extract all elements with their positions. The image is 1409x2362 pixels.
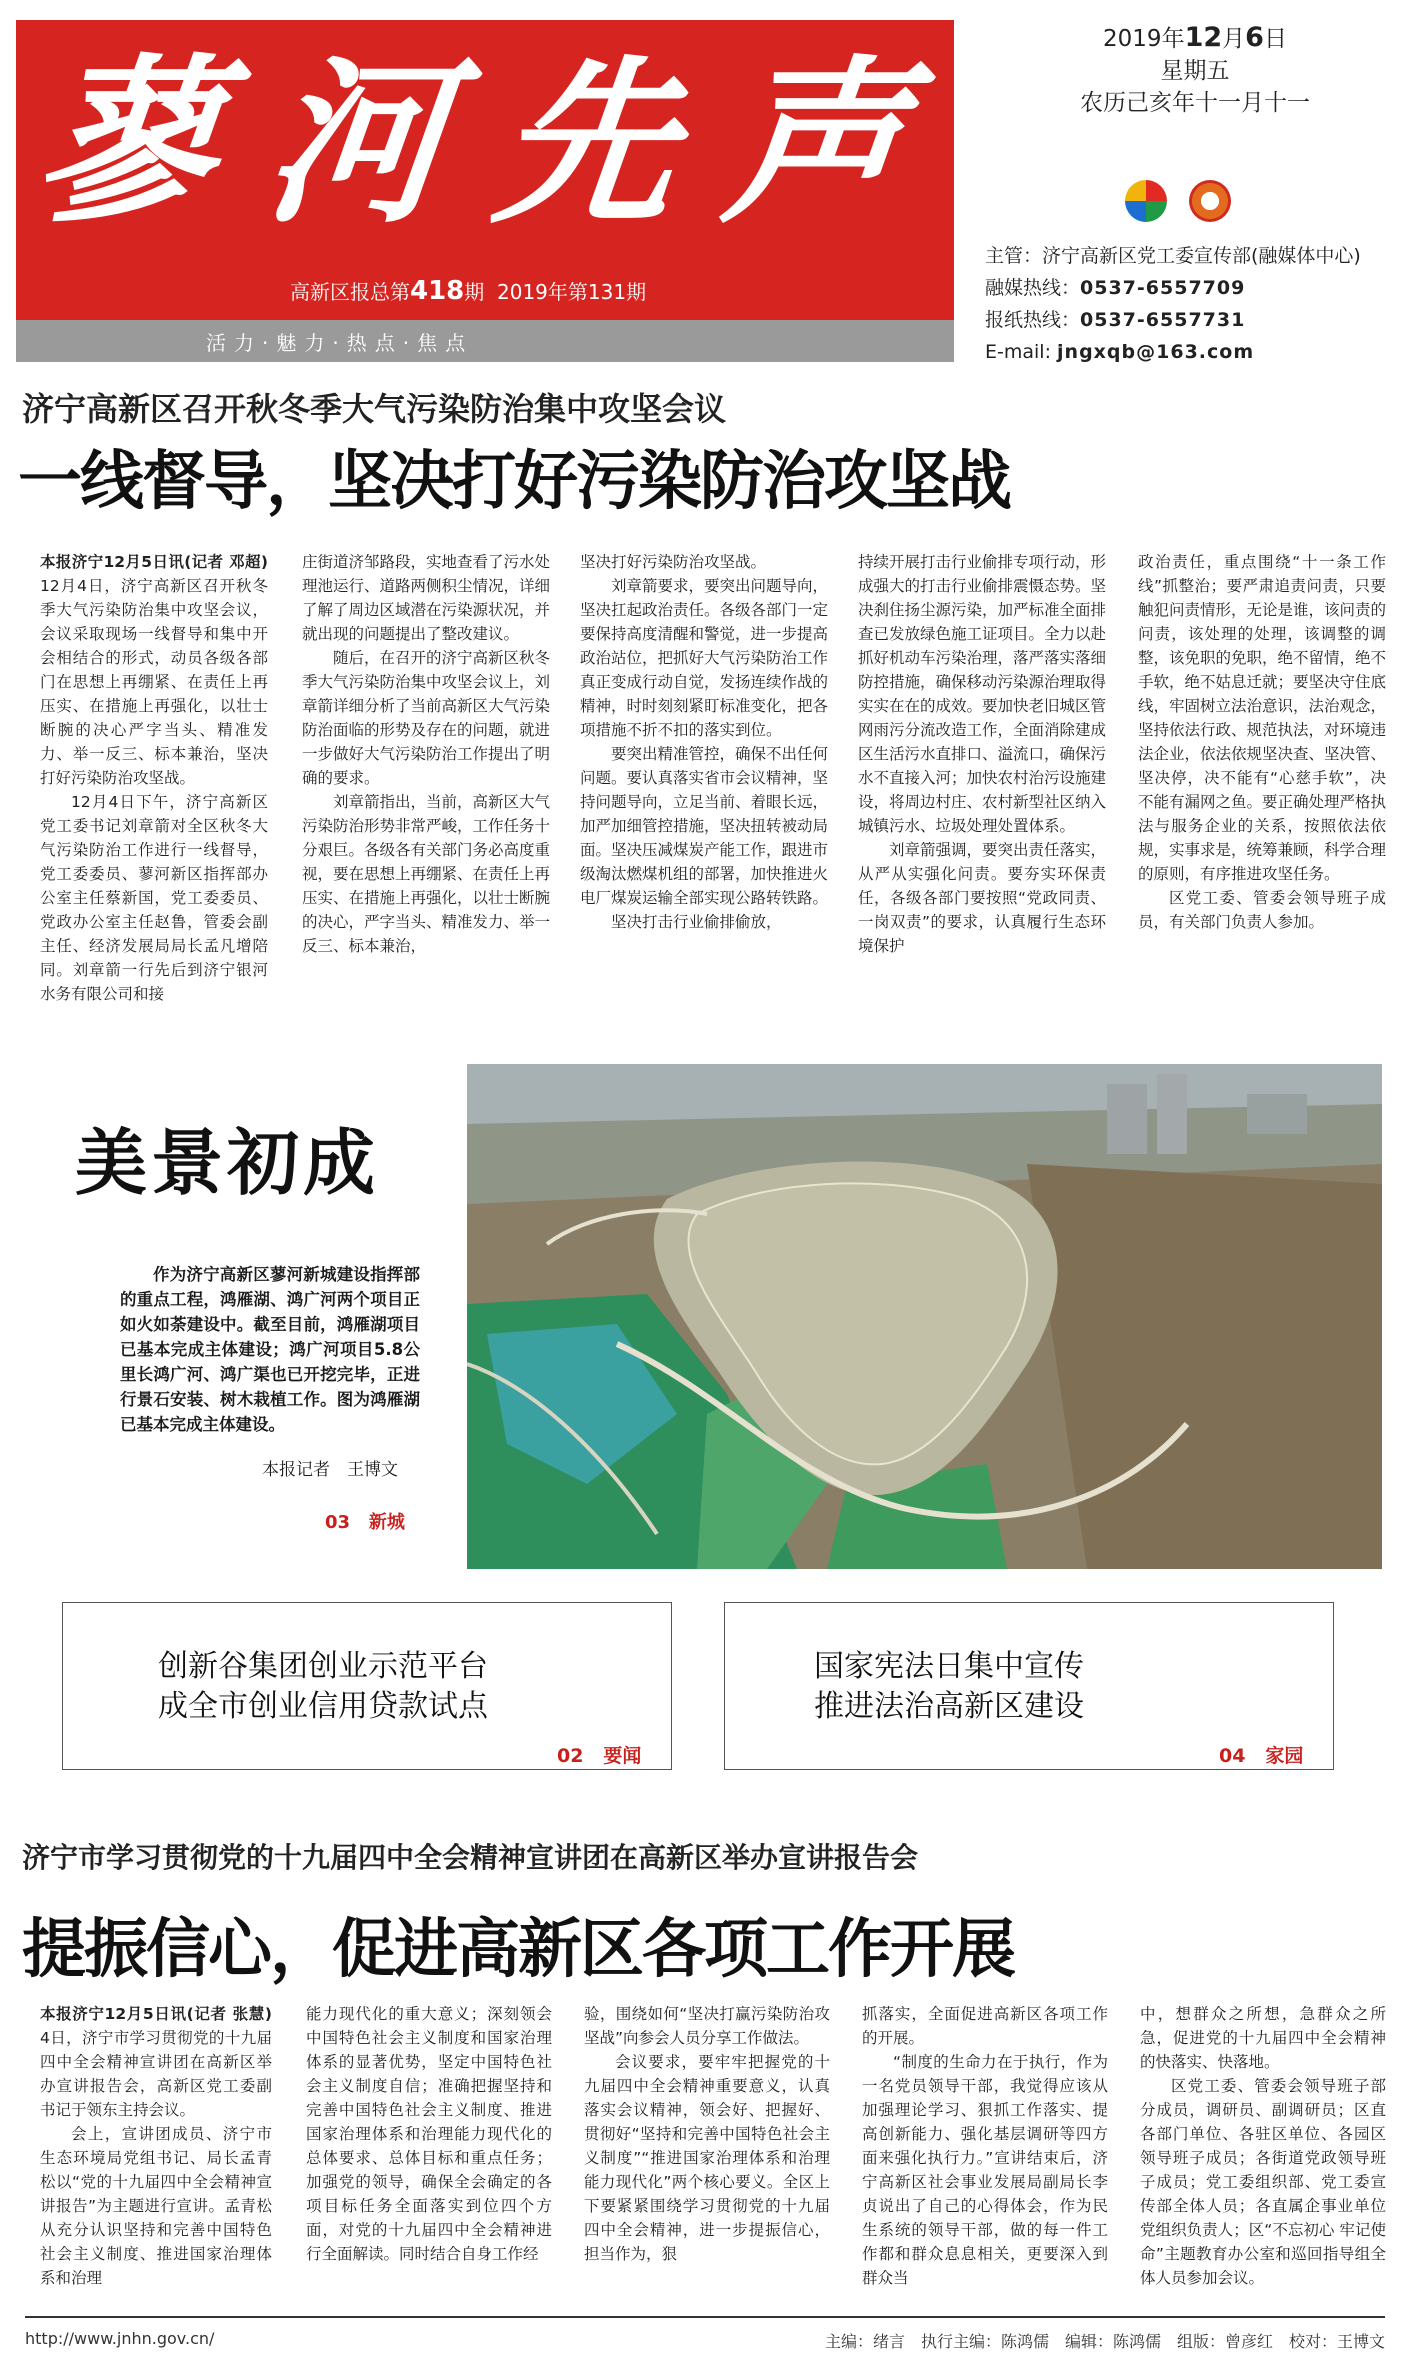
- ref-page-number: 04: [1219, 1745, 1246, 1767]
- date-day: 6: [1245, 22, 1264, 53]
- teaser-line: 成全市创业信用贷款试点: [158, 1689, 488, 1724]
- swirl-logo-icon: [1189, 180, 1231, 222]
- paragraph: 中，想群众之所想，急群众之所急，促进党的十九届四中全会精神的快落实、快落地。: [1140, 2005, 1386, 2071]
- email-label: E-mail:: [985, 341, 1051, 363]
- lake-photo-illustration: [467, 1064, 1382, 1569]
- date-month-unit: 月: [1222, 26, 1246, 52]
- ref-page-number: 02: [557, 1745, 584, 1767]
- ref-section: 新城: [368, 1512, 405, 1533]
- hotline2-label: 报纸热线：: [985, 309, 1081, 331]
- issue-total-number: 418: [410, 276, 465, 306]
- sponsor-label: 主管：: [985, 245, 1043, 267]
- paragraph: 随后，在召开的济宁高新区秋冬季大气污染防治集中攻坚会议上，刘章箭详细分析了当前高新区大气污染防治面临的形势及存在的问题，就进一步做好大气污染防治工作提出了明确的要求。: [302, 649, 550, 787]
- title-char: 先: [486, 38, 691, 247]
- title-char: 河: [256, 38, 461, 247]
- caption-text: 作为济宁高新区蓼河新城建设指挥部的重点工程，鸿雁湖、鸿广河两个项目正如火如荼建设中。截至目前，鸿雁湖项目已基本完成主体建设；鸿广河项目5.8公里长鸿广河、鸿广渠也已开挖完毕，正进行景石安装、树木栽植工作。图为鸿雁湖已基本完成主体建设。: [120, 1265, 420, 1434]
- paragraph: 政治责任，重点围绕“十一条工作线”抓整治；要严肃追责问责，只要触犯问责情形，无论是谁，该问责的问责，该处理的处理，该调整的调整，该免职的免职，绝不留情，绝不手软，绝不姑息迁就；要坚决守住底线，牢固树立法治意识，法治观念，坚持依法行政、规范执法，对环境违法企业，依法依规坚决查、坚决管、坚决停，决不能有“心慈手软”，决不能有漏网之鱼。要正确处理严格执法与服务企业的关系，按照依法依规，实事求是，统筹兼顾，科学合理的原则，有序推进攻坚任务。: [1138, 553, 1386, 883]
- story2-column: [584, 2002, 830, 2307]
- slogan-bar: [16, 320, 954, 362]
- date-month: 12: [1184, 22, 1223, 53]
- newspaper-title-logo: [27, 28, 920, 247]
- date-year: 2019年: [1103, 26, 1185, 52]
- media-logo-icon: [1125, 180, 1167, 222]
- teaser-page-ref: [1219, 1741, 1303, 1768]
- paragraph: 能力现代化的重大意义；深刻领会中国特色社会主义制度和国家治理体系的显著优势，坚定中国特色社会主义制度自信；准确把握坚持和完善中国特色社会主义制度、推进国家治理体系和治理能力现代化的总体要求、总体目标和重点任务；加强党的领导，确保全会确定的各项目标任务全面落实到位四个方面，对党的十九届四中全会精神进行全面解读。同时结合自身工作经: [306, 2005, 552, 2263]
- sponsor: 济宁高新区党工委宣传部(融媒体中心): [1042, 245, 1361, 267]
- paragraph: 区党工委、管委会领导班子成员，有关部门负责人参加。: [1138, 889, 1386, 931]
- footer-url[interactable]: http://www.jnhn.gov.cn/: [25, 2329, 215, 2348]
- paragraph: 验，围绕如何“坚决打赢污染防治攻坚战”向参会人员分享工作做法。: [584, 2005, 830, 2047]
- paragraph: 刘章箭要求，要突出问题导向，坚决扛起政治责任。各级各部门一定要保持高度清醒和警觉，进一步提高政治站位，把抓好大气污染防治工作真正变成行动自觉，发扬连续作战的精神，时时刻刻紧盯标准变化，把各项措施不折不扣的落实到位。: [580, 577, 828, 739]
- paragraph: 坚决打好污染防治攻坚战。: [580, 553, 767, 571]
- aerial-lake-photo: [467, 1064, 1382, 1569]
- issue-number: [290, 276, 646, 306]
- teaser-box[interactable]: [724, 1602, 1334, 1770]
- story2-column: [862, 2002, 1108, 2307]
- story2-kicker: 济宁市学习贯彻党的十九届四中全会精神宣讲团在高新区举办宣讲报告会: [22, 1841, 919, 1874]
- paragraph: 会上，宣讲团成员、济宁市生态环境局党组书记、局长孟青松以“党的十九届四中全会精神宣讲报告”为主题进行宣讲。孟青松从充分认识坚持和完善中国特色社会主义制度、推进国家治理体系和治理: [40, 2125, 272, 2287]
- hotline1-label: 融媒热线：: [985, 277, 1081, 299]
- paragraph: 会议要求，要牢牢把握党的十九届四中全会精神重要意义，认真落实会议精神，领会好、把握好、贯彻好“坚持和完善中国特色社会主义制度”“推进国家治理体系和治理能力现代化”两个核心要义。全区上下要紧紧围绕学习贯彻党的十九届四中全会精神，进一步提振信心，担当作为，狠: [584, 2053, 830, 2263]
- hotline2: 0537-6557731: [1080, 309, 1246, 331]
- teaser-line: 推进法治高新区建设: [814, 1689, 1084, 1724]
- footer-divider: [25, 2316, 1385, 2318]
- story1-column: [40, 550, 268, 1022]
- contact-info: [985, 240, 1405, 368]
- date-block: [1030, 22, 1360, 119]
- year-issue: 2019年第131期: [497, 280, 647, 304]
- paragraph: [40, 550, 268, 790]
- story2-headline: 提振信心，促进高新区各项工作开展: [22, 1913, 1014, 1987]
- dateline: 本报济宁12月5日讯(记者 邓超): [40, 553, 268, 571]
- date-line: [1030, 22, 1360, 55]
- story2-column: [1140, 2002, 1386, 2307]
- paragraph: 12月4日下午，济宁高新区党工委书记刘章箭对全区秋冬大气污染防治工作进行一线督导，党工委委员、蓼河新区指挥部办公室主任蔡新国，党工委委员、党政办公室主任赵鲁，管委会副主任、经济发展局局长孟凡增陪同。刘章箭一行先后到济宁银河水务有限公司和接: [40, 793, 268, 1003]
- photo-caption: [120, 1262, 420, 1437]
- ref-section: 要闻: [603, 1745, 642, 1767]
- paragraph: 抓落实，全面促进高新区各项工作的开展。: [862, 2005, 1108, 2047]
- paragraph: 区党工委、管委会领导班子部分成员，调研员、副调研员；区直各部门单位、各驻区单位、各园区领导班子成员；各街道党政领导班子成员；党工委组织部、党工委宣传部全体人员；各直属企事业单位党组织负责人；区“不忘初心 牢记使命”主题教育办公室和巡回指导组全体人员参加会议。: [1140, 2077, 1386, 2287]
- dateline: 本报济宁12月5日讯(记者 张慧): [40, 2005, 272, 2023]
- email[interactable]: jngxqb@163.com: [1057, 341, 1255, 363]
- paragraph-text: 12月4日，济宁高新区召开秋冬季大气污染防治集中攻坚会议，会议采取现场一线督导和集中开会相结合的形式，动员各级各部门在思想上再绷紧、在责任上再压实、在措施上再强化，以壮士断腕的决心严字当头、精准发力、举一反三、标本兼治，坚决打好污染防治攻坚战。: [40, 577, 268, 787]
- title-char: 声: [715, 38, 920, 247]
- ref-page-number: 03: [325, 1512, 351, 1533]
- paragraph: 坚决打击行业偷排偷放，: [611, 913, 782, 931]
- photo-feature-title: 美景初成: [75, 1121, 380, 1205]
- footer-credits: 主编：绪言 执行主编：陈鸿儒 编辑：陈鸿儒 组版：曾彦红 校对：王博文: [824, 2332, 1385, 2351]
- story2-column: [306, 2002, 552, 2307]
- paragraph: 庄街道济邹路段，实地查看了污水处理池运行、道路两侧积尘情况，详细了解了周边区域潜在污染源状况，并就出现的问题提出了整改建议。: [302, 553, 550, 643]
- issue-suffix: 期: [464, 280, 485, 304]
- story1-kicker: 济宁高新区召开秋冬季大气污染防治集中攻坚会议: [22, 390, 727, 428]
- title-char: 蓼: [27, 38, 232, 247]
- paragraph: 要突出精准管控，确保不出任何问题。要认真落实省市会议精神，坚持问题导向，立足当前、着眼长远，加严加细管控措施，坚决扭转被动局面。坚决压减煤炭产能工作，跟进市级淘汰燃煤机组的部署，加快推进火电厂煤炭运输全部实现公路转铁路。: [580, 745, 828, 907]
- paragraph: 刘章箭强调，要突出责任落实，从严从实强化问责。要夯实环保责任，各级各部门要按照“党政同责、一岗双责”的要求，认真履行生态环境保护: [858, 841, 1106, 955]
- teaser-box[interactable]: [62, 1602, 672, 1770]
- issue-prefix: 高新区报总第: [290, 280, 410, 304]
- hotline1: 0537-6557709: [1080, 277, 1246, 299]
- story2-column: [40, 2002, 272, 2307]
- weekday: 星期五: [1160, 58, 1230, 84]
- story1-column: [858, 550, 1106, 1022]
- photo-byline: 本报记者 王博文: [262, 1460, 398, 1480]
- teaser-page-ref: [557, 1741, 641, 1768]
- paragraph: [40, 2002, 272, 2122]
- date-day-unit: 日: [1263, 26, 1287, 52]
- paragraph-text: 4日，济宁市学习贯彻党的十九届四中全会精神宣讲团在高新区举办宣讲报告会，高新区党工委副书记于领东主持会议。: [40, 2029, 272, 2119]
- photo-page-ref[interactable]: [325, 1508, 405, 1534]
- story1-headline: 一线督导，坚决打好污染防治攻坚战: [18, 445, 1010, 519]
- teaser-line: 创新谷集团创业示范平台: [158, 1649, 488, 1684]
- footer: [25, 2325, 1385, 2355]
- story1-column: [1138, 550, 1386, 1022]
- story1-column: [302, 550, 550, 1022]
- ref-section: 家园: [1265, 1745, 1304, 1767]
- paragraph: 刘章箭指出，当前，高新区大气污染防治形势非常严峻，工作任务十分艰巨。各级各有关部门务必高度重视，要在思想上再绷紧、在责任上再压实、在措施上再强化，以壮士断腕的决心，严字当头、精准发力、举一反三、标本兼治，: [302, 793, 550, 955]
- paragraph: “制度的生命力在于执行，作为一名党员领导干部，我觉得应该从加强理论学习、狠抓工作落实、提高创新能力、强化基层调研等四方面来强化执行力。”宣讲结束后，济宁高新区社会事业发展局副局长李贞说出了自己的心得体会，作为民生系统的领导干部，做的每一件工作都和群众息息相关，更要深入到群众当: [862, 2053, 1108, 2287]
- paragraph: 持续开展打击行业偷排专项行动，形成强大的打击行业偷排震慑态势。坚决刹住扬尘源污染，加严标准全面排查已发放绿色施工证项目。全力以赴抓好机动车污染治理，落严落实落细防控措施，确保移动污染源治理取得实实在在的成效。要加快老旧城区管网雨污分流改造工作，全面消除建成区生活污水直排口、溢流口，确保污水不直接入河；加快农村治污设施建设，将周边村庄、农村新型社区纳入城镇污水、垃圾处理处置体系。: [858, 553, 1106, 835]
- media-logos: [1125, 180, 1245, 224]
- story1-column: [580, 550, 828, 1022]
- slogan-text: 活力·魅力·热点·焦点: [206, 330, 474, 355]
- lunar-date: 农历己亥年十一月十一: [1080, 90, 1310, 116]
- teaser-line: 国家宪法日集中宣传: [814, 1649, 1084, 1684]
